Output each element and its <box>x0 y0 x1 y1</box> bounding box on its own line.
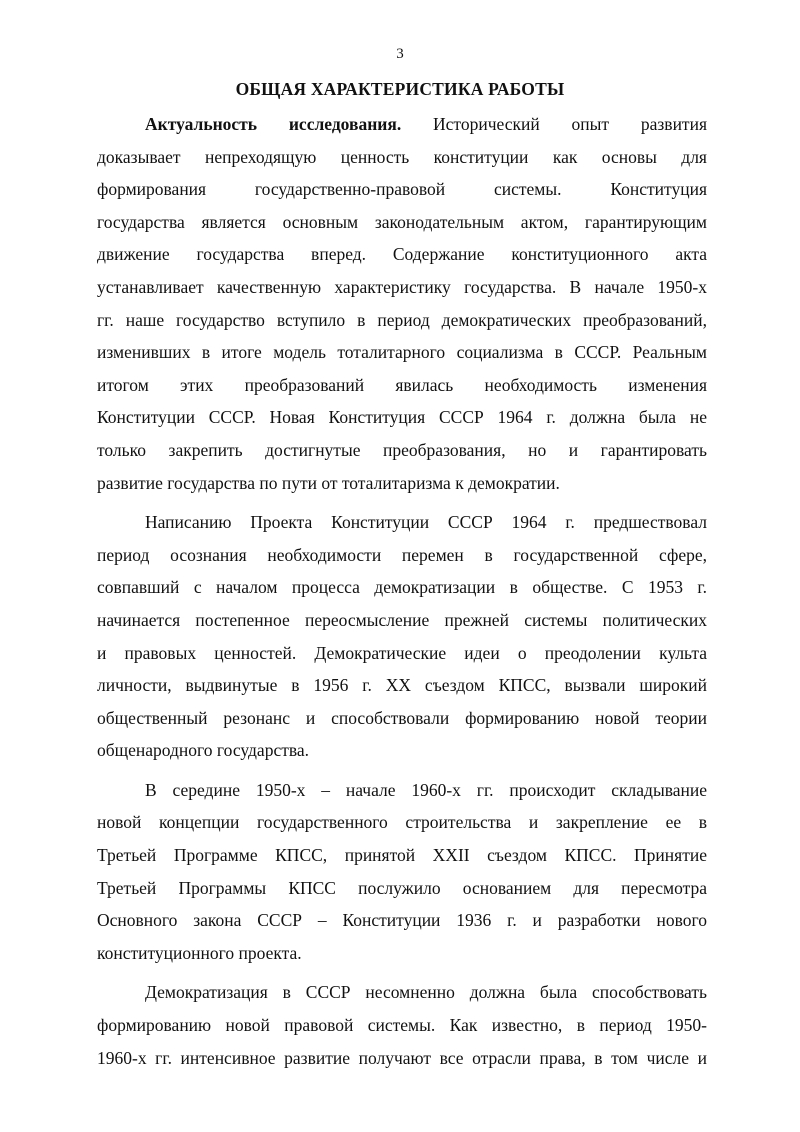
text-line: Третьей Программы КПСС послужило основанием для пересмотра <box>97 877 707 898</box>
text-line: государства является основным законодательным актом, гарантирующим <box>97 211 707 232</box>
page-title: ОБЩАЯ ХАРАКТЕРИСТИКА РАБОТЫ <box>235 79 565 99</box>
text-line: Третьей Программе КПСС, принятой XXII съездом КПСС. Принятие <box>97 845 707 866</box>
text-line: устанавливает качественную характеристику государства. В начале 1950-х <box>97 276 707 297</box>
text-line: Конституции СССР. Новая Конституция СССР 1964 г. должна была не <box>97 407 707 428</box>
paragraph-concept <box>97 774 707 970</box>
text-line: развитие государства по пути от тоталитаризма к демократии. <box>97 472 560 493</box>
paragraph-project-history <box>97 506 707 767</box>
paragraph-democratization <box>97 976 707 1074</box>
text-line: Написанию Проекта Конституции СССР 1964 г. предшествовал <box>145 512 707 533</box>
text-line: гг. наше государство вступило в период демократических преобразований, <box>97 309 707 330</box>
page-number: 3 <box>396 46 404 62</box>
document-body <box>97 108 707 1081</box>
text-line: начинается постепенное переосмысление прежней системы политических <box>97 609 707 630</box>
text-line: Демократизация в СССР несомненно должна была способствовать <box>145 982 707 1003</box>
text-line: В середине 1950-х – начале 1960-х гг. происходит складывание <box>145 779 707 800</box>
text-line: формирования государственно-правовой системы. Конституция <box>97 179 707 200</box>
text-line: формированию новой правовой системы. Как известно, в период 1950- <box>97 1015 707 1036</box>
text-line: Основного закона СССР – Конституции 1936 г. и разработки нового <box>97 910 707 931</box>
text-line: и правовых ценностей. Демократические идеи о преодолении культа <box>97 642 707 663</box>
text-line: только закрепить достигнутые преобразования, но и гарантировать <box>97 439 707 460</box>
text-line: общенародного государства. <box>97 740 310 761</box>
text-line: 1960-х гг. интенсивное развитие получают все отрасли права, в том числе и <box>97 1047 707 1068</box>
text-line: изменивших в итоге модель тоталитарного социализма в СССР. Реальным <box>97 342 707 363</box>
text-line: период осознания необходимости перемен в государственной сфере, <box>97 544 707 565</box>
text-line: личности, выдвинутые в 1956 г. XX съездом КПСС, вызвали широкий <box>97 675 707 696</box>
text-line: общественный резонанс и способствовали формированию новой теории <box>97 707 707 728</box>
text-line: итогом этих преобразований явилась необходимость изменения <box>97 374 707 395</box>
paragraph-lead: Актуальность исследования. <box>145 114 402 134</box>
text-line: конституционного проекта. <box>97 942 302 963</box>
text-line: новой концепции государственного строительства и закрепление ее в <box>97 812 707 833</box>
text-line: совпавший с началом процесса демократизации в обществе. С 1953 г. <box>97 577 707 598</box>
paragraph-relevance <box>97 108 707 499</box>
text-line: движение государства вперед. Содержание конституционного акта <box>97 244 707 265</box>
text-line: доказывает непреходящую ценность конституции как основы для <box>97 146 707 167</box>
text-line: Актуальность исследования. Исторический опыт развития <box>145 114 707 134</box>
